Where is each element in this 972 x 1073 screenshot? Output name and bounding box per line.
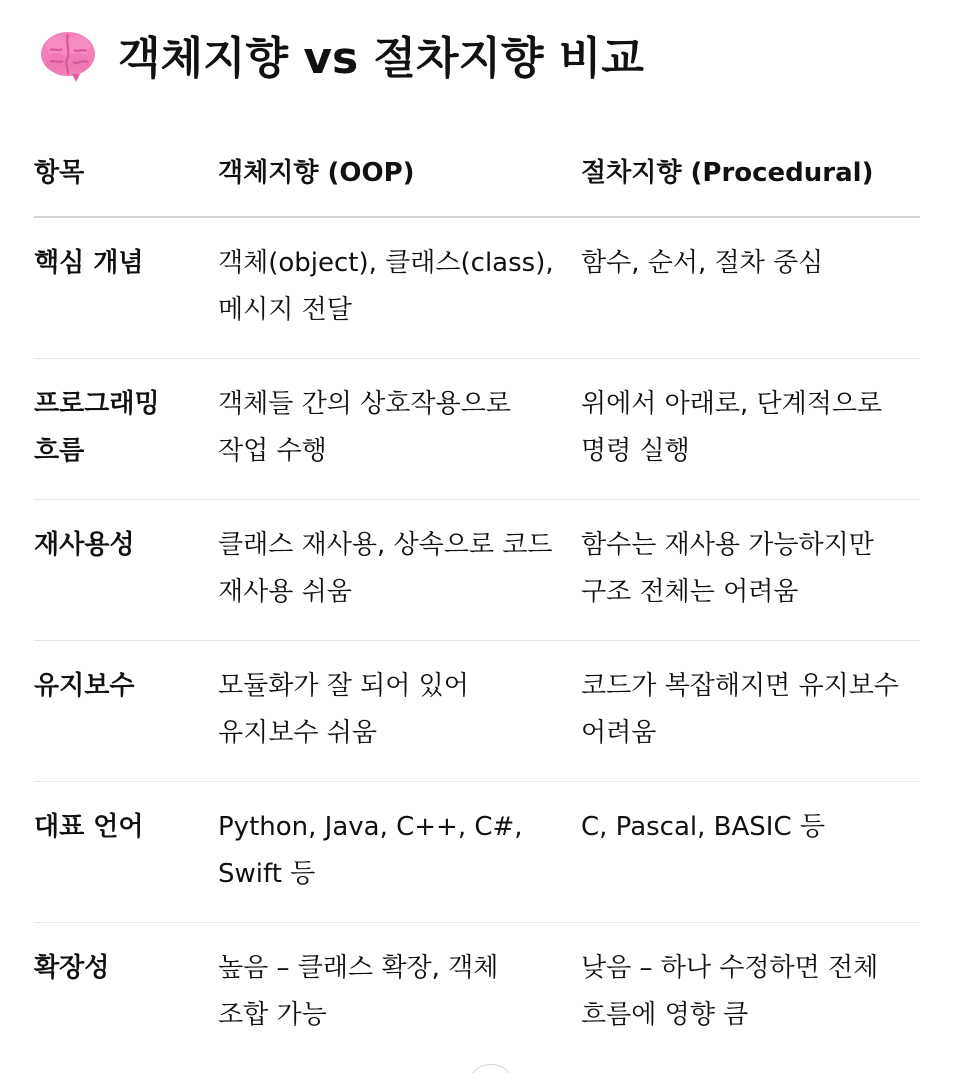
header-oop: 객체지향 (OOP) — [218, 158, 415, 188]
brain-icon — [38, 24, 98, 84]
oop-cell: 객체들 간의 상호작용으로 작업 수행 — [218, 389, 511, 466]
row-item-label: 유지보수 — [34, 671, 135, 701]
table-row — [34, 923, 920, 1063]
table-row — [34, 641, 920, 782]
table-row — [34, 500, 920, 641]
row-item-label: 대표 언어 — [34, 812, 144, 842]
table-header-row — [34, 130, 920, 218]
page-title-text: 객체지향 vs 절차지향 비교 — [118, 33, 644, 84]
oop-cell: 클래스 재사용, 상속으로 코드 재사용 쉬움 — [218, 530, 553, 607]
scroll-button[interactable] — [466, 1064, 516, 1073]
procedural-cell: C, Pascal, BASIC 등 — [581, 812, 825, 842]
oop-cell: 객체(object), 클래스(class), 메시지 전달 — [218, 248, 554, 325]
comparison-table — [34, 130, 920, 1063]
procedural-cell: 낮음 – 하나 수정하면 전체 흐름에 영향 큼 — [581, 953, 879, 1030]
procedural-cell: 함수, 순서, 절차 중심 — [581, 248, 824, 278]
header-item: 항목 — [34, 158, 85, 188]
row-item-label: 프로그래밍 흐름 — [34, 389, 160, 466]
row-item-label: 핵심 개념 — [34, 248, 144, 278]
oop-cell: 높음 – 클래스 확장, 객체 조합 가능 — [218, 953, 499, 1030]
row-item-label: 재사용성 — [34, 530, 135, 560]
page-title — [38, 22, 644, 86]
procedural-cell: 위에서 아래로, 단계적으로 명령 실행 — [581, 389, 883, 466]
table-row — [34, 218, 920, 359]
oop-cell: Python, Java, C++, C#, Swift 등 — [218, 812, 523, 889]
table-row — [34, 782, 920, 923]
procedural-cell: 함수는 재사용 가능하지만 구조 전체는 어려움 — [581, 530, 874, 607]
table-row — [34, 359, 920, 500]
procedural-cell: 코드가 복잡해지면 유지보수 어려움 — [581, 671, 899, 748]
row-item-label: 확장성 — [34, 953, 110, 983]
header-procedural: 절차지향 (Procedural) — [581, 158, 874, 188]
oop-cell: 모듈화가 잘 되어 있어 유지보수 쉬움 — [218, 671, 469, 748]
